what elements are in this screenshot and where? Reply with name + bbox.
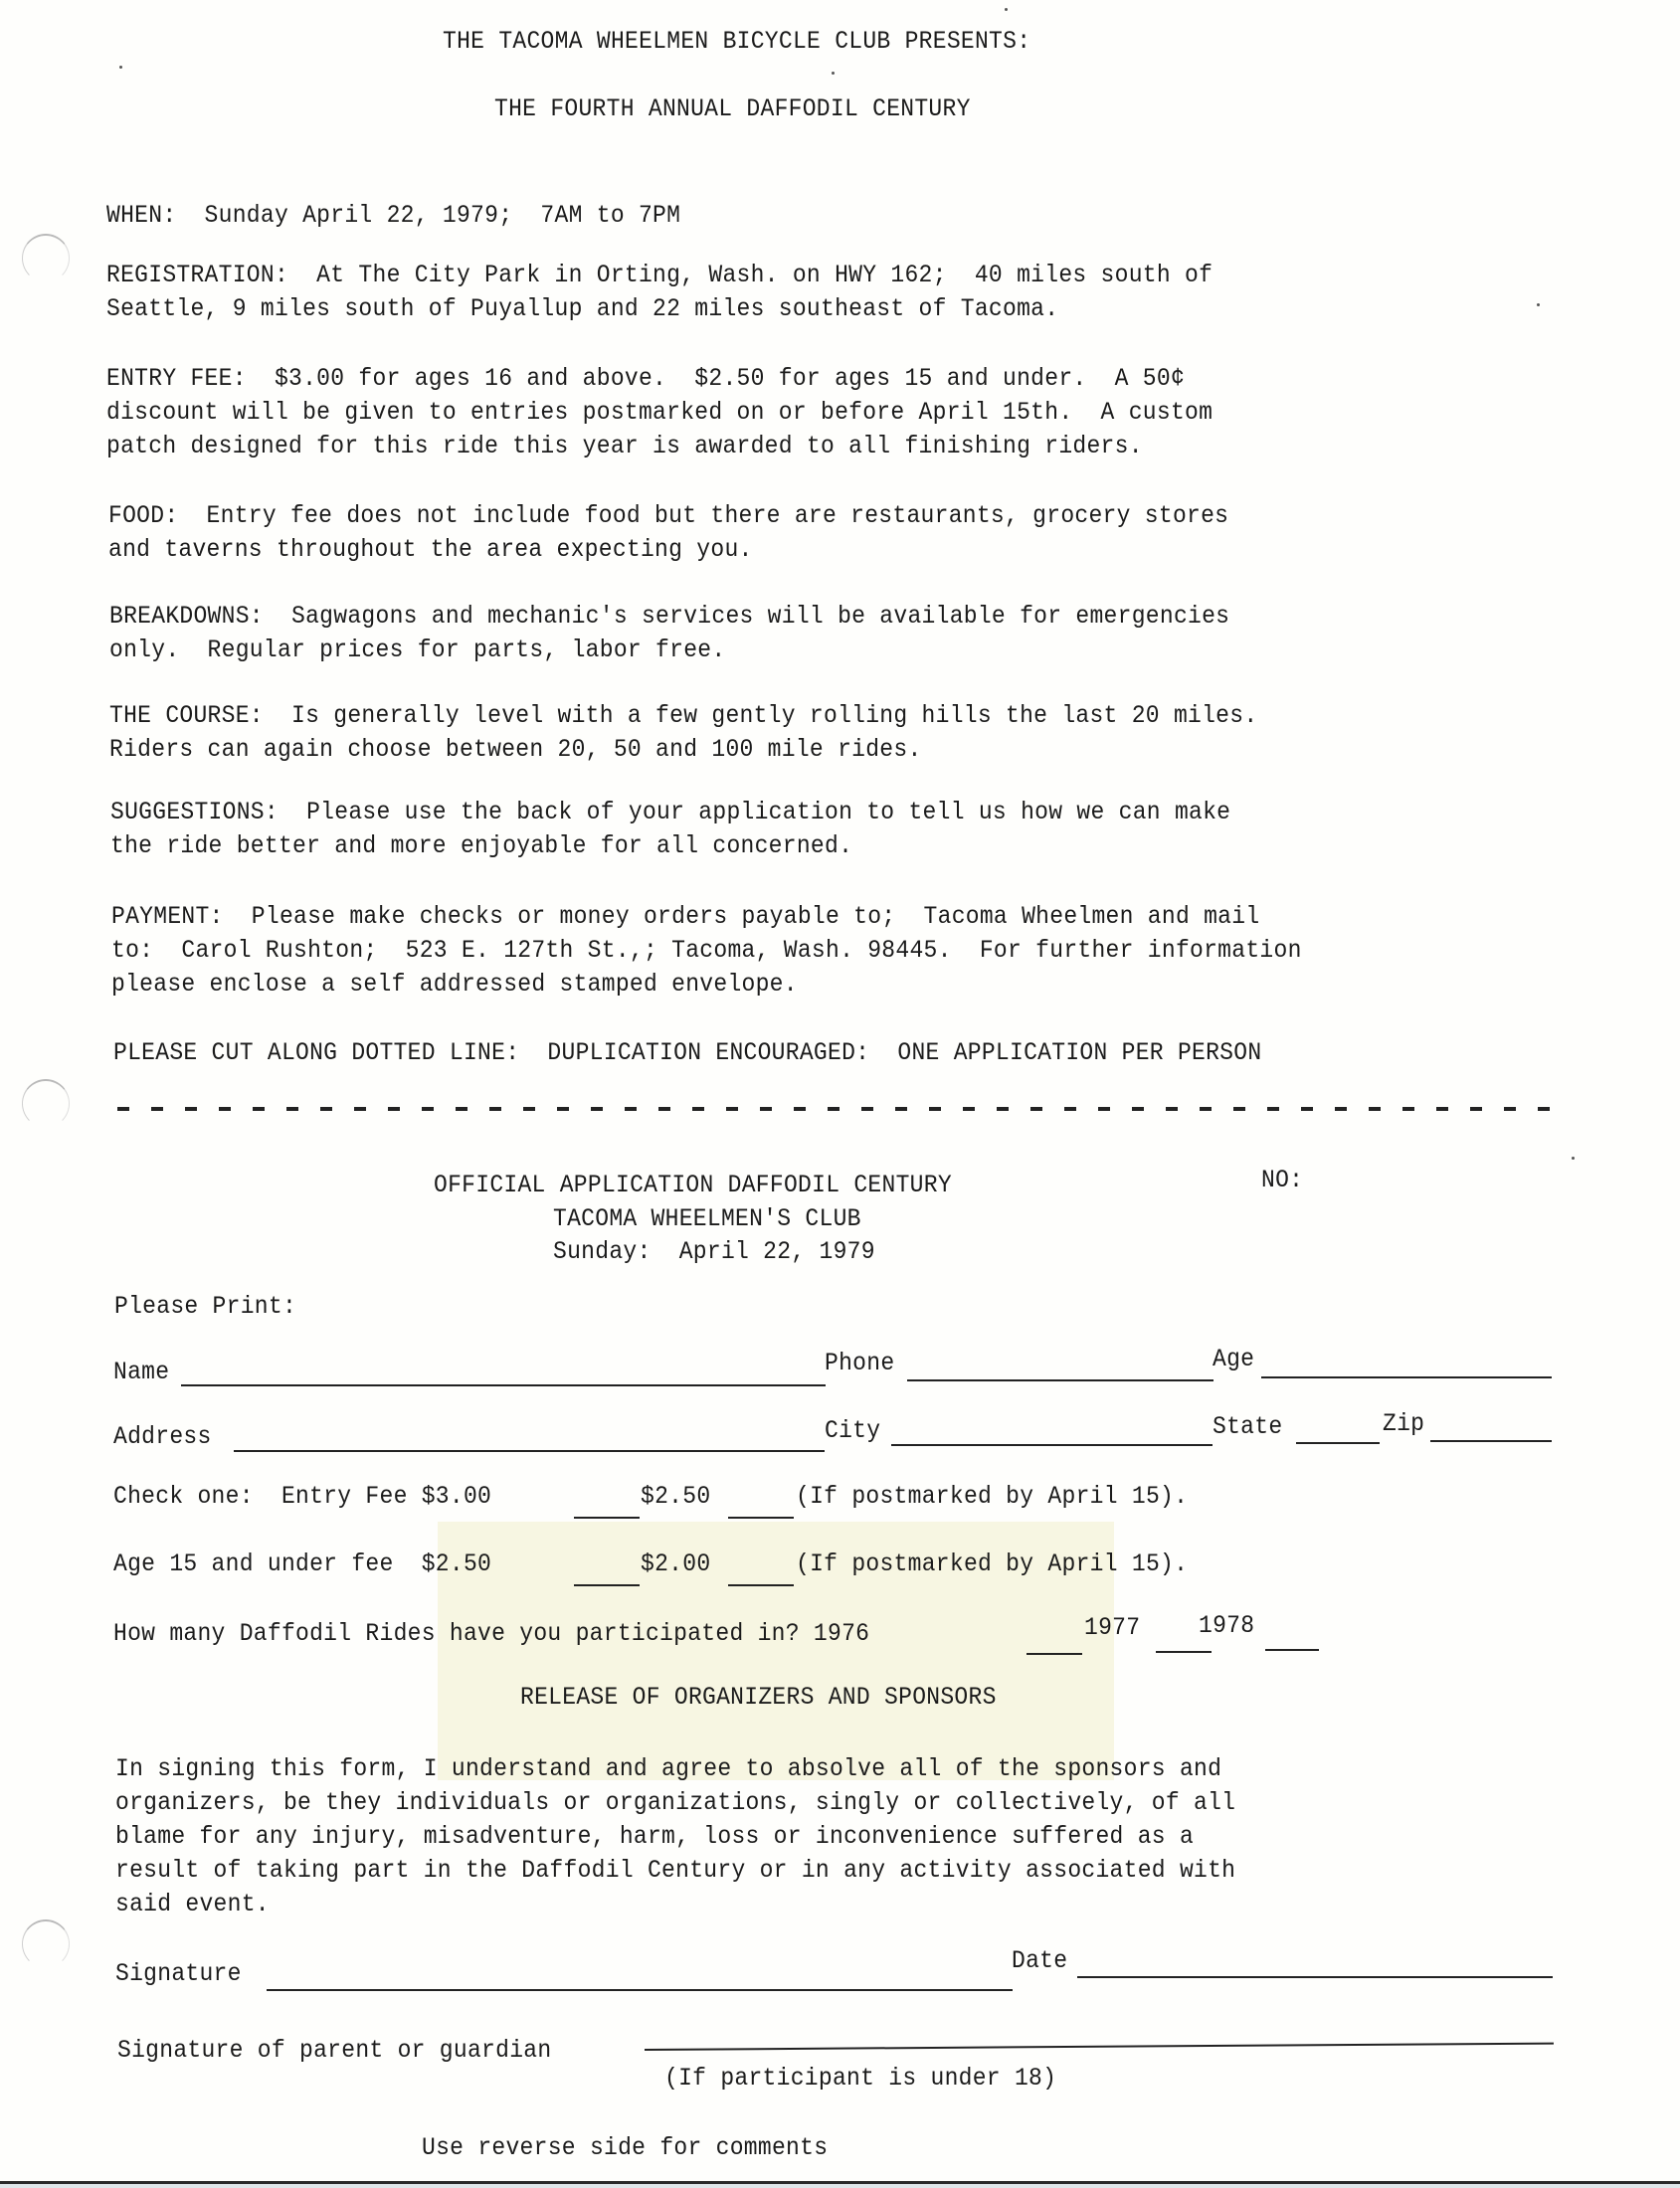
payment-line-1: PAYMENT: Please make checks or money orders payable to; Tacoma Wheelmen and mail bbox=[111, 902, 1260, 931]
state-label: State bbox=[1213, 1412, 1283, 1441]
date-field[interactable] bbox=[1077, 1976, 1553, 1978]
entry-fee-check-label: Check one: Entry Fee $3.00 bbox=[113, 1482, 492, 1511]
breakdowns-line-2: only. Regular prices for parts, labor free. bbox=[109, 636, 726, 664]
release-line-3: blame for any injury, misadventure, harm, loss or inconvenience suffered as a bbox=[115, 1822, 1195, 1851]
city-field[interactable] bbox=[891, 1444, 1213, 1446]
address-label: Address bbox=[113, 1422, 212, 1451]
phone-label: Phone bbox=[825, 1349, 895, 1377]
cut-notice: PLEASE CUT ALONG DOTTED LINE: DUPLICATION ENCOURAGED: ONE APPLICATION PER PERSON bbox=[113, 1038, 1262, 1067]
event-title: THE FOURTH ANNUAL DAFFODIL CENTURY bbox=[494, 94, 971, 123]
guardian-signature-label: Signature of parent or guardian bbox=[117, 2036, 552, 2065]
participation-1977-label: 1977 bbox=[1084, 1613, 1141, 1642]
punch-hole-icon bbox=[22, 1919, 70, 1968]
guardian-note: (If participant is under 18) bbox=[664, 2064, 1057, 2093]
breakdowns-line-1: BREAKDOWNS: Sagwagons and mechanic's services will be available for emergencies bbox=[109, 602, 1230, 631]
youth-fee-250-checkbox[interactable] bbox=[574, 1584, 640, 1586]
course-line-2: Riders can again choose between 20, 50 and 100 mile rides. bbox=[109, 735, 922, 764]
age-label: Age bbox=[1213, 1345, 1255, 1373]
participation-1978-field[interactable] bbox=[1265, 1649, 1319, 1651]
date-label: Date bbox=[1012, 1946, 1068, 1975]
release-heading: RELEASE OF ORGANIZERS AND SPONSORS bbox=[520, 1683, 997, 1712]
participation-1977-field[interactable] bbox=[1156, 1651, 1212, 1653]
name-label: Name bbox=[113, 1358, 170, 1386]
youth-fee-label: Age 15 and under fee $2.50 bbox=[113, 1550, 492, 1578]
entry-fee-line-1: ENTRY FEE: $3.00 for ages 16 and above. $2.50 for ages 15 and under. A 50¢ bbox=[106, 364, 1186, 393]
presenter-heading: THE TACOMA WHEELMEN BICYCLE CLUB PRESENTS: bbox=[443, 27, 1031, 56]
food-line-2: and taverns throughout the area expecting you. bbox=[108, 535, 753, 564]
release-line-4: result of taking part in the Daffodil Century or in any activity associated with bbox=[115, 1856, 1236, 1885]
age-field[interactable] bbox=[1261, 1376, 1552, 1378]
scanner-background bbox=[0, 2184, 1680, 2188]
entry-fee-line-3: patch designed for this ride this year is awarded to all finishing riders. bbox=[106, 432, 1143, 460]
name-field[interactable] bbox=[181, 1384, 826, 1386]
speck bbox=[832, 72, 835, 75]
punch-hole-icon bbox=[22, 234, 70, 282]
zip-label: Zip bbox=[1383, 1409, 1425, 1438]
youth-fee-200-checkbox[interactable] bbox=[728, 1584, 794, 1586]
registration-line-1: REGISTRATION: At The City Park in Orting, Wash. on HWY 162; 40 miles south of bbox=[106, 261, 1213, 289]
entry-fee-postmark-note: (If postmarked by April 15). bbox=[796, 1482, 1189, 1511]
entry-fee-300-checkbox[interactable] bbox=[574, 1517, 640, 1519]
release-line-2: organizers, be they individuals or organizations, singly or collectively, of all bbox=[115, 1788, 1236, 1817]
participation-1978-label: 1978 bbox=[1199, 1611, 1255, 1640]
payment-line-3: please enclose a self addressed stamped envelope. bbox=[111, 970, 798, 999]
application-title: OFFICIAL APPLICATION DAFFODIL CENTURY bbox=[434, 1171, 952, 1199]
payment-line-2: to: Carol Rushton; 523 E. 127th St.,; Tacoma, Wash. 98445. For further information bbox=[111, 936, 1302, 965]
club-name: TACOMA WHEELMEN'S CLUB bbox=[553, 1204, 861, 1233]
food-line-1: FOOD: Entry fee does not include food but there are restaurants, grocery stores bbox=[108, 501, 1229, 530]
course-line-1: THE COURSE: Is generally level with a few gently rolling hills the last 20 miles. bbox=[109, 701, 1258, 730]
registration-line-2: Seattle, 9 miles south of Puyallup and 22 miles southeast of Tacoma. bbox=[106, 294, 1059, 323]
comments-note: Use reverse side for comments bbox=[422, 2133, 829, 2162]
youth-fee-postmark-note: (If postmarked by April 15). bbox=[796, 1550, 1189, 1578]
participation-question: How many Daffodil Rides have you participated in? 1976 bbox=[113, 1619, 870, 1648]
cut-dotted-line bbox=[117, 1107, 1550, 1111]
when-line: WHEN: Sunday April 22, 1979; 7AM to 7PM bbox=[106, 201, 681, 230]
state-field[interactable] bbox=[1296, 1442, 1380, 1444]
signature-label: Signature bbox=[115, 1959, 242, 1988]
suggestions-line-1: SUGGESTIONS: Please use the back of your application to tell us how we can make bbox=[110, 798, 1231, 826]
speck bbox=[119, 66, 122, 69]
entry-fee-250-label: $2.50 bbox=[641, 1482, 711, 1511]
release-line-1: In signing this form, I understand and agree to absolve all of the sponsors and bbox=[115, 1754, 1222, 1783]
speck bbox=[1572, 1157, 1575, 1160]
suggestions-line-2: the ride better and more enjoyable for all concerned. bbox=[110, 831, 853, 860]
participation-1976-field[interactable] bbox=[1027, 1653, 1082, 1655]
event-date: Sunday: April 22, 1979 bbox=[553, 1237, 875, 1266]
youth-fee-200-label: $2.00 bbox=[641, 1550, 711, 1578]
city-label: City bbox=[825, 1416, 881, 1445]
zip-field[interactable] bbox=[1430, 1440, 1552, 1442]
entry-fee-250-checkbox[interactable] bbox=[728, 1517, 794, 1519]
signature-field[interactable] bbox=[267, 1989, 1013, 1991]
entry-fee-line-2: discount will be given to entries postmarked on or before April 15th. A custom bbox=[106, 398, 1213, 427]
address-field[interactable] bbox=[234, 1450, 825, 1452]
punch-hole-icon bbox=[22, 1079, 70, 1128]
speck bbox=[1005, 8, 1008, 11]
speck bbox=[1537, 303, 1540, 306]
please-print-label: Please Print: bbox=[114, 1292, 297, 1321]
release-line-5: said event. bbox=[115, 1890, 270, 1918]
phone-field[interactable] bbox=[907, 1379, 1213, 1381]
application-number-label: NO: bbox=[1261, 1166, 1304, 1194]
